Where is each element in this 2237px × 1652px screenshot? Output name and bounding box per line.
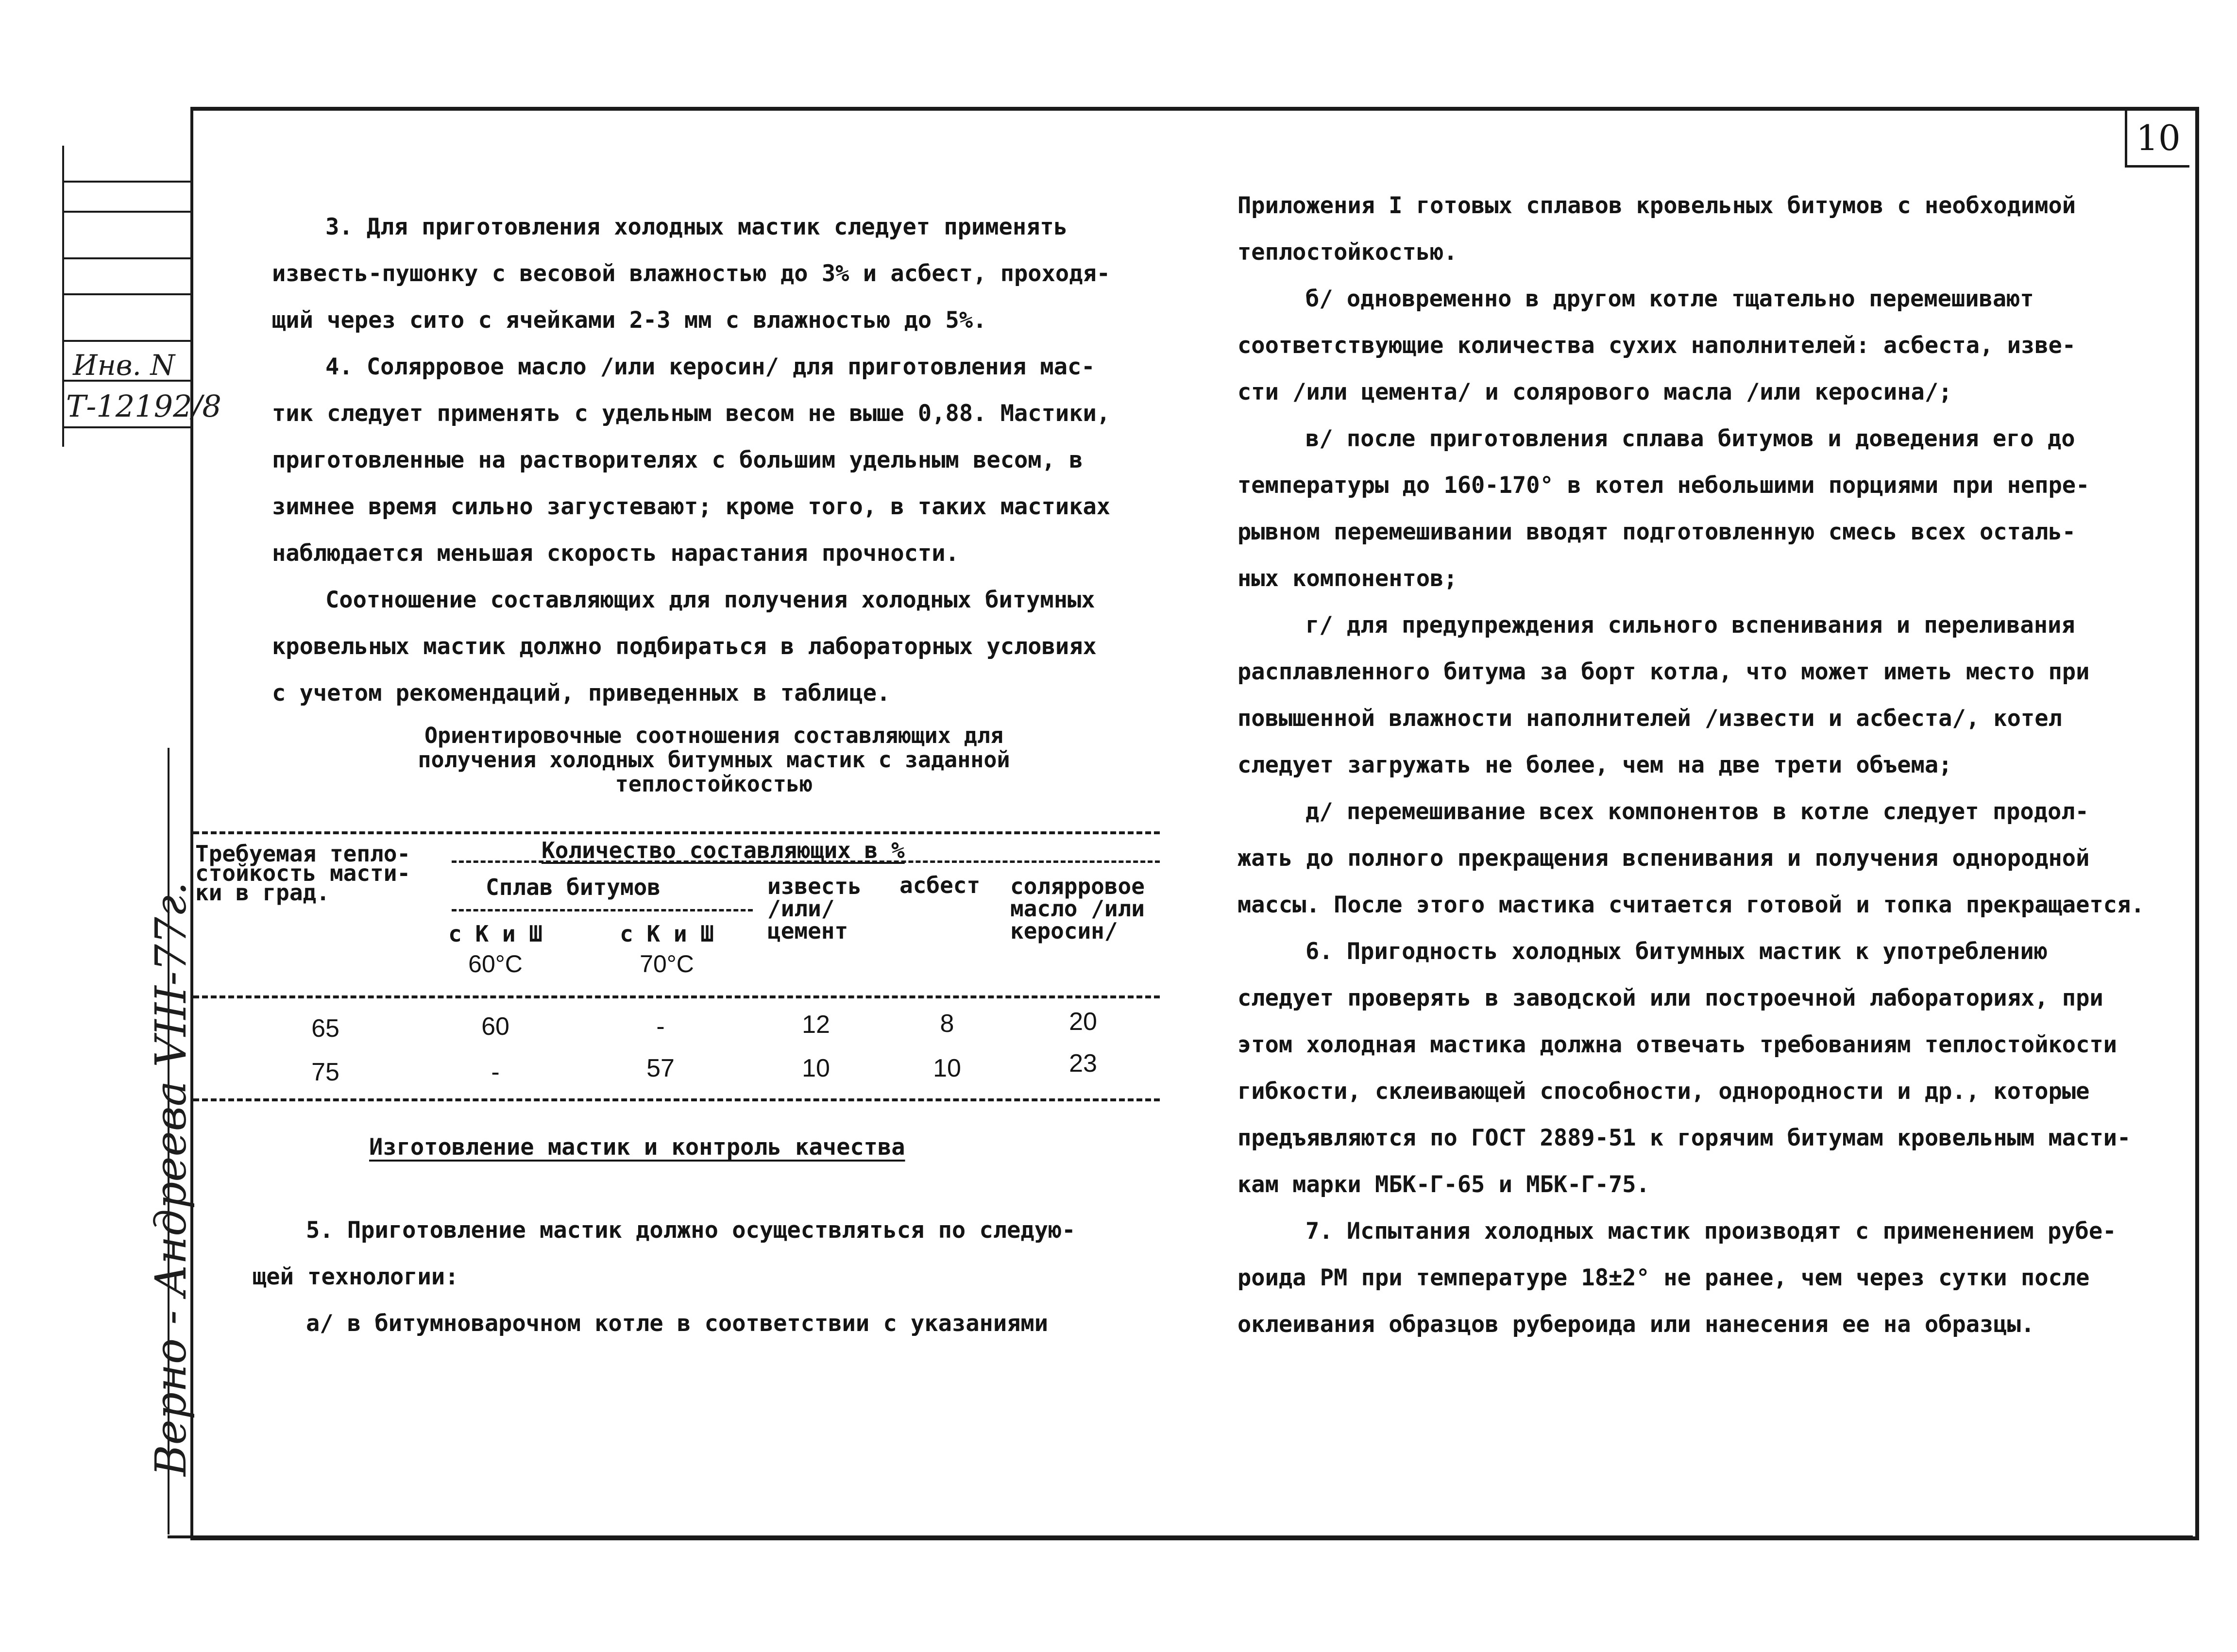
caption-line: Ориентировочные соотношения составляющих для — [424, 723, 1004, 748]
text-line: в/ после приготовления сплава битумов и доведения его до — [1305, 425, 2075, 452]
header-line: солярровое — [1010, 873, 1145, 899]
table-header-rule — [193, 995, 1160, 998]
header-line: известь — [767, 873, 862, 899]
text-line: а/ в битумноварочном котле в соответствии с указаниями — [306, 1310, 1049, 1337]
section-title: Изготовление мастик и контроль качества — [369, 1134, 905, 1161]
header-bitumen-70 — [611, 921, 723, 978]
text-line: расплавленного битума за борт котла, что может иметь место при — [1237, 658, 2090, 685]
header-line: с К и Ш — [620, 921, 714, 947]
text-line: наблюдается меньшая скорость нарастания прочности. — [272, 540, 959, 567]
header-line: 60°С — [468, 950, 523, 978]
text-line: рывном перемешивании вводят подготовленную смесь всех осталь- — [1237, 519, 2076, 545]
table-top-rule — [193, 831, 1160, 834]
text-line: г/ для предупреждения сильного вспенивания и переливания — [1305, 612, 2075, 639]
text-line: щий через сито с ячейками 2-3 мм с влажностью до 5%. — [272, 307, 987, 334]
text-line: зимнее время сильно загустевают; кроме того, в таких мастиках — [272, 493, 1111, 520]
text-line: соответствующие количества сухих наполнителей: асбеста, изве- — [1237, 332, 2076, 359]
subgroup-rule — [452, 909, 753, 911]
text-line: температуры до 160-170° в котел небольшими порциями при непре- — [1237, 472, 2090, 499]
text-line: оклеивания образцов рубероида или нанесения ее на образцы. — [1237, 1311, 2035, 1338]
margin-hline — [63, 293, 190, 295]
text-line: щей технологии: — [253, 1264, 459, 1290]
text-line: жать до полного прекращения вспенивания и получения однородной — [1237, 845, 2090, 872]
text-line: предъявляются по ГОСТ 2889-51 к горячим битумам кровельным масти- — [1237, 1125, 2131, 1151]
left-column-tail — [253, 1207, 1076, 1347]
text-line: следует загружать не более, чем на две трети объема; — [1237, 752, 1952, 778]
text-line: 6. Пригодность холодных битумных мастик к употреблению — [1305, 938, 2048, 965]
header-line: масло /или — [1010, 895, 1145, 922]
table-cell: 57 — [646, 1054, 675, 1082]
header-line: керосин/ — [1010, 918, 1118, 944]
caption-line: получения холодных битумных мастик с заданной — [418, 747, 1010, 773]
right-column — [1237, 183, 2145, 1348]
text-line: д/ перемешивание всех компонентов в котле следует продол- — [1305, 798, 2089, 825]
header-oil-kerosene — [1010, 875, 1145, 942]
table-cell: 75 — [311, 1058, 339, 1086]
header-line: 70°С — [640, 950, 694, 978]
table-cell: 65 — [311, 1014, 339, 1043]
table-cell: 10 — [802, 1054, 830, 1082]
table-cell: 60 — [481, 1012, 509, 1041]
text-line: гибкости, склеивающей способности, однородности и др., которые — [1237, 1078, 2090, 1105]
table-cell: 23 — [1069, 1049, 1097, 1078]
header-line: цемент — [767, 918, 848, 944]
text-line: повышенной влажности наполнителей /извести и асбеста/, котел — [1237, 705, 2062, 732]
text-line: массы. После этого мастика считается готовой и топка прекращается. — [1237, 892, 2145, 918]
text-line: 5. Приготовление мастик должно осуществляться по следую- — [306, 1217, 1076, 1244]
table-cell: 20 — [1069, 1008, 1097, 1036]
header-line: стойкость масти- — [195, 860, 411, 886]
text-line: кам марки МБК-Г-65 и МБК-Г-75. — [1237, 1171, 1650, 1198]
header-bitumen-alloy: Сплав битумов — [486, 874, 661, 900]
margin-hline — [63, 181, 190, 183]
margin-hline — [63, 340, 190, 342]
left-column — [272, 204, 1110, 717]
text-line: кровельных мастик должно подбираться в лабораторных условиях — [272, 633, 1097, 660]
text-line: тик следует применять с удельным весом не выше 0,88. Мастики, — [272, 400, 1111, 427]
text-line: с учетом рекомендаций, приведенных в таблице. — [272, 680, 891, 707]
margin-hline — [63, 426, 190, 428]
text-line: ных компонентов; — [1237, 565, 1457, 592]
text-line: теплостойкостью. — [1237, 239, 1457, 266]
table-bottom-rule — [193, 1098, 1160, 1101]
margin-rule — [62, 146, 64, 447]
margin-hline — [63, 211, 190, 213]
text-line: приготовленные на растворителях с большим удельным весом, в — [272, 447, 1083, 473]
header-components-group: Количество составляющих в % — [542, 837, 905, 863]
inventory-label: Инв. N — [73, 349, 175, 382]
margin-hline — [63, 257, 190, 259]
header-line: Требуемая тепло- — [195, 841, 411, 867]
text-line: сти /или цемента/ и солярового масла /или керосина/; — [1237, 379, 1952, 405]
table-cell: - — [491, 1058, 500, 1086]
header-line: ки в град. — [195, 879, 330, 906]
text-line: б/ одновременно в другом котле тщательно перемешивают — [1305, 286, 2034, 312]
header-line: /или/ — [767, 895, 835, 922]
certification-signature: Верно - Андреева VIII-77г. — [146, 881, 196, 1476]
frame-bottom-edge — [168, 1535, 2193, 1538]
text-line: следует проверять в заводской или построечной лабораториях, при — [1237, 985, 2103, 1011]
inventory-number: Т-12192/8 — [66, 388, 221, 424]
text-line: 7. Испытания холодных мастик производят с применением рубе- — [1305, 1218, 2117, 1245]
header-line: с К и Ш — [448, 921, 542, 947]
table-cell: 8 — [940, 1010, 954, 1038]
text-line: Приложения I готовых сплавов кровельных битумов с необходимой — [1237, 192, 2076, 219]
header-heat-resistance — [195, 841, 411, 906]
header-asbestos: асбест — [899, 872, 981, 898]
text-line: Соотношение составляющих для получения холодных битумных — [325, 587, 1095, 613]
table-cell: 10 — [933, 1054, 961, 1082]
caption-line: теплостойкостью — [615, 771, 813, 797]
header-lime-cement — [767, 875, 862, 942]
text-line: этом холодная мастика должна отвечать требованиям теплостойкости — [1237, 1031, 2117, 1058]
text-line: роида РМ при температуре 18±2° не ранее, чем через сутки после — [1237, 1264, 2090, 1291]
page-number: 10 — [2125, 111, 2189, 168]
table-caption — [350, 724, 1078, 796]
table-cell: - — [656, 1012, 665, 1041]
text-line: 3. Для приготовления холодных мастик следует применять — [325, 214, 1068, 240]
table-cell: 12 — [802, 1011, 830, 1039]
text-line: 4. Солярровое масло /или керосин/ для приготовления мас- — [325, 354, 1095, 380]
text-line: известь-пушонку с весовой влажностью до 3% и асбест, проходя- — [272, 260, 1111, 287]
header-bitumen-60 — [440, 921, 551, 978]
